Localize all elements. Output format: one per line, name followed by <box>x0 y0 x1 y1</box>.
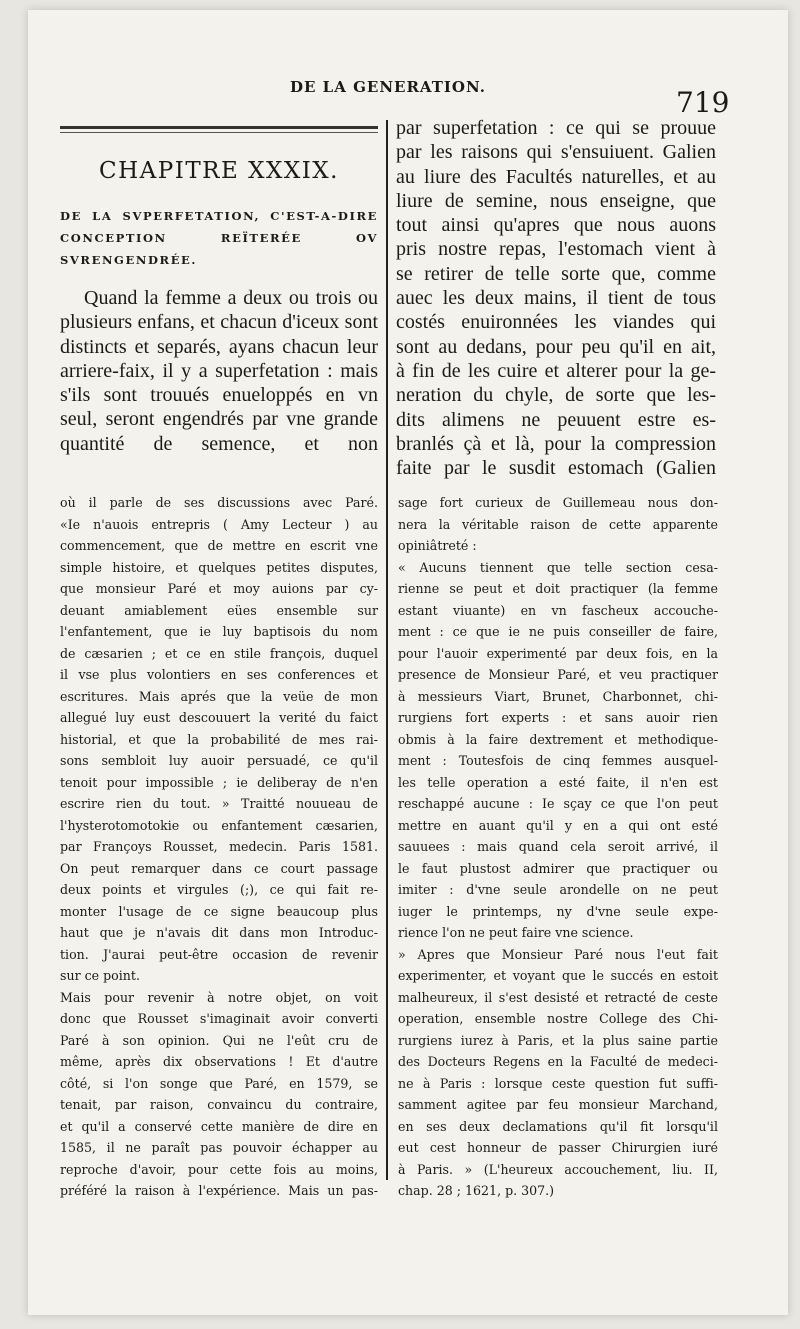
page-number: 719 <box>676 86 730 119</box>
note-line: des Docteurs Regens en la Faculté de medeci- <box>398 1054 718 1069</box>
text-line: faite par le susdit estomach (Galien <box>396 457 716 480</box>
note-line: On peut remarquer dans ce court passage <box>60 860 378 876</box>
note-line: simple histoire, et quelques petites disputes, <box>60 559 378 575</box>
note-line: par Françoys Rousset, medecin. Paris 1581. <box>60 839 378 854</box>
text-line: dits alimens ne peuuent estre es- <box>396 408 716 431</box>
note-line: nera la véritable raison de cette apparente <box>398 516 718 532</box>
note-line: rience l'on ne peut faire vne science. <box>398 925 634 940</box>
note-line: il vse plus volontiers en ses conferences et <box>60 667 378 682</box>
left-footnote <box>60 492 378 1202</box>
text-line: pris nostre repas, l'estomach vient à <box>396 238 716 261</box>
note-line: tenoit pour impossible ; ie deliberay de n'en <box>60 774 378 790</box>
text-line: à fin de les cuire et alterer pour la ge- <box>396 359 716 382</box>
note-line: historial, et que la probabilité de mes rai- <box>60 731 378 747</box>
note-line: les telle operation a esté faite, il n'en est <box>398 774 718 790</box>
note-line: sage fort curieux de Guillemeau nous don- <box>398 495 718 510</box>
note-line: et qu'il a conservé cette manière de dire en <box>60 1118 378 1134</box>
note-line: en ses deux declamations qu'il fit lorsqu'il <box>398 1118 718 1134</box>
note-line: haut que je n'avais dit dans mon Introduc- <box>60 925 378 940</box>
chapter-rule-thin <box>60 132 378 133</box>
note-line: rienne se peut et doit practiquer (la femme <box>398 581 718 596</box>
text-line: sont au dedans, pour peu qu'il en ait, <box>396 335 716 358</box>
note-line: à messieurs Viart, Brunet, Charbonnet, chi- <box>398 688 718 704</box>
note-line: allegué luy eust descouuert la verité du faict <box>60 710 378 725</box>
note-line: samment agitee par feu monsieur Marchand, <box>398 1097 718 1112</box>
note-line: «Ie n'auois entrepris ( Amy Lecteur ) au <box>60 516 378 532</box>
note-line: deux points et virgules (;), ce qui fait re- <box>60 882 378 897</box>
note-line: côté, si l'on songe que Paré, en 1579, se <box>60 1075 378 1091</box>
note-line: sur ce point. <box>60 968 140 983</box>
note-line: escritures. Mais aprés que la veüe de mon <box>60 688 378 704</box>
note-line: le faut plustost admirer que practiquer ou <box>398 860 718 876</box>
column-divider <box>386 120 388 1180</box>
note-line: » Apres que Monsieur Paré nous l'eut fait <box>398 946 718 962</box>
left-main-text: Quand la femme a deux ou trois ou plusieurs enfans, et chacun d'iceux sont distincts et separés, ayans chacun leur arriere-faix, il y a superfetation : mais s'ils sont trouués enueloppés en vn seul, seront engendrés par vne grande quantité de semence, et non <box>60 287 378 455</box>
note-line: malheureux, il s'est desisté et retracté de ceste <box>398 989 718 1005</box>
note-line: sons sembloit luy auoir persuadé, ce qu'il <box>60 753 378 768</box>
note-line: 1585, il ne paraît pas pouvoir échapper au <box>60 1140 378 1155</box>
note-line: l'enfantement, que ie luy baptisois du nom <box>60 624 378 639</box>
note-line: ne à Paris : lorsque ceste question fut suffi- <box>398 1075 718 1091</box>
note-line: mettre en auant qu'il y en a qui ont esté <box>398 817 718 833</box>
note-line: préféré la raison à l'expérience. Mais un pas- <box>60 1183 378 1198</box>
note-line: où il parle de ses discussions avec Paré. <box>60 495 378 510</box>
note-line: rurgiens fort experts : et sans auoir rien <box>398 710 718 725</box>
note-line: obmis à la faire dextrement et methodique- <box>398 731 718 747</box>
note-line: Mais pour revenir à notre objet, on voit <box>60 989 378 1005</box>
note-line: monter l'usage de ce signe beaucoup plus <box>60 903 378 919</box>
right-main-text <box>396 116 716 480</box>
note-line: opiniâtreté : <box>398 538 477 553</box>
text-line: se retirer de telle sorte que, comme <box>396 262 716 285</box>
note-line: chap. 28 ; 1621, p. 307.) <box>398 1183 555 1198</box>
note-line: sauuees : mais quand cela seroit arrivé, il <box>398 839 718 854</box>
note-line: tion. J'aurai peut-être occasion de revenir <box>60 946 378 962</box>
note-line: donc que Rousset s'imaginait avoir converti <box>60 1011 378 1026</box>
chapter-rule-thick <box>60 126 378 129</box>
note-line: iuger le printemps, ny d'vne seule expe- <box>398 903 718 919</box>
note-line: deuant amiablement eües ensemble sur <box>60 602 378 618</box>
text-line: par superfetation : ce qui se prouue <box>396 117 716 139</box>
note-line: pour l'auoir experimenté par deux fois, en la <box>398 645 718 661</box>
note-line: Paré à son opinion. Qui ne l'eût cru de <box>60 1032 378 1048</box>
note-line: ment : ce que ie ne puis conseiller de faire, <box>398 624 718 639</box>
note-line: experimenter, et voyant que le succés en estoit <box>398 968 718 983</box>
note-line: reschappé aucune : Ie sçay ce que l'on peut <box>398 796 718 811</box>
chapter-title: CHAPITRE XXXIX. <box>99 158 339 184</box>
note-line: tenait, par raison, convaincu du contraire, <box>60 1097 378 1112</box>
note-line: imiter : d'vne seule arondelle on ne peut <box>398 882 718 897</box>
note-line: « Aucuns tiennent que telle section cesa- <box>398 559 718 575</box>
right-footnote <box>398 492 718 1202</box>
note-line: escrire rien du tout. » Traitté nouueau de <box>60 796 378 811</box>
note-line: de cæsarien ; et ce en stile françois, duquel <box>60 645 378 661</box>
text-line: branlés çà et là, pour la compression <box>396 432 716 455</box>
text-line: tout ainsi qu'apres que nous auons <box>396 214 716 237</box>
text-line: costés enuironnées les viandes qui <box>396 311 716 334</box>
note-line: rurgiens iurez à Paris, et la plus saine partie <box>398 1032 718 1048</box>
text-line: au liure des Facultés naturelles, et au <box>396 165 716 188</box>
note-line: presence de Monsieur Paré, et veu practiquer <box>398 667 718 682</box>
text-line: auec les deux mains, il tient de tous <box>396 287 716 310</box>
note-line: ment : Toutesfois de cinq femmes ausquel- <box>398 753 718 768</box>
text-line: liure de semine, nous enseigne, que <box>396 189 716 212</box>
note-line: à Paris. » (L'heureux accouchement, liu. II, <box>398 1161 718 1177</box>
note-line: eut cest honneur de passer Chirurgien iuré <box>398 1140 718 1155</box>
running-header: DE LA GENERATION. <box>290 78 486 96</box>
note-line: commencement, que de mettre en escrit vne <box>60 538 378 553</box>
note-line: operation, ensemble nostre College des Chi- <box>398 1011 718 1026</box>
chapter-subtitle: DE LA SVPERFETATION, C'EST-A-DIRE CONCEPTION REÏTERÉE OV SVRENGENDRÉE. <box>60 209 378 267</box>
note-line: estant viuante) en vn fascheux accouche- <box>398 602 718 618</box>
note-line: même, après dix observations ! Et d'autre <box>60 1054 378 1069</box>
note-line: que monsieur Paré et moy auions par cy- <box>60 581 378 596</box>
note-line: reproche d'avoir, pour cette fois au moins, <box>60 1161 378 1177</box>
text-line: par les raisons qui s'ensuiuent. Galien <box>396 141 716 164</box>
text-line: neration du chyle, de sorte que les- <box>396 384 716 407</box>
note-line: l'hysterotomotokie ou enfantement cæsarien, <box>60 817 378 833</box>
